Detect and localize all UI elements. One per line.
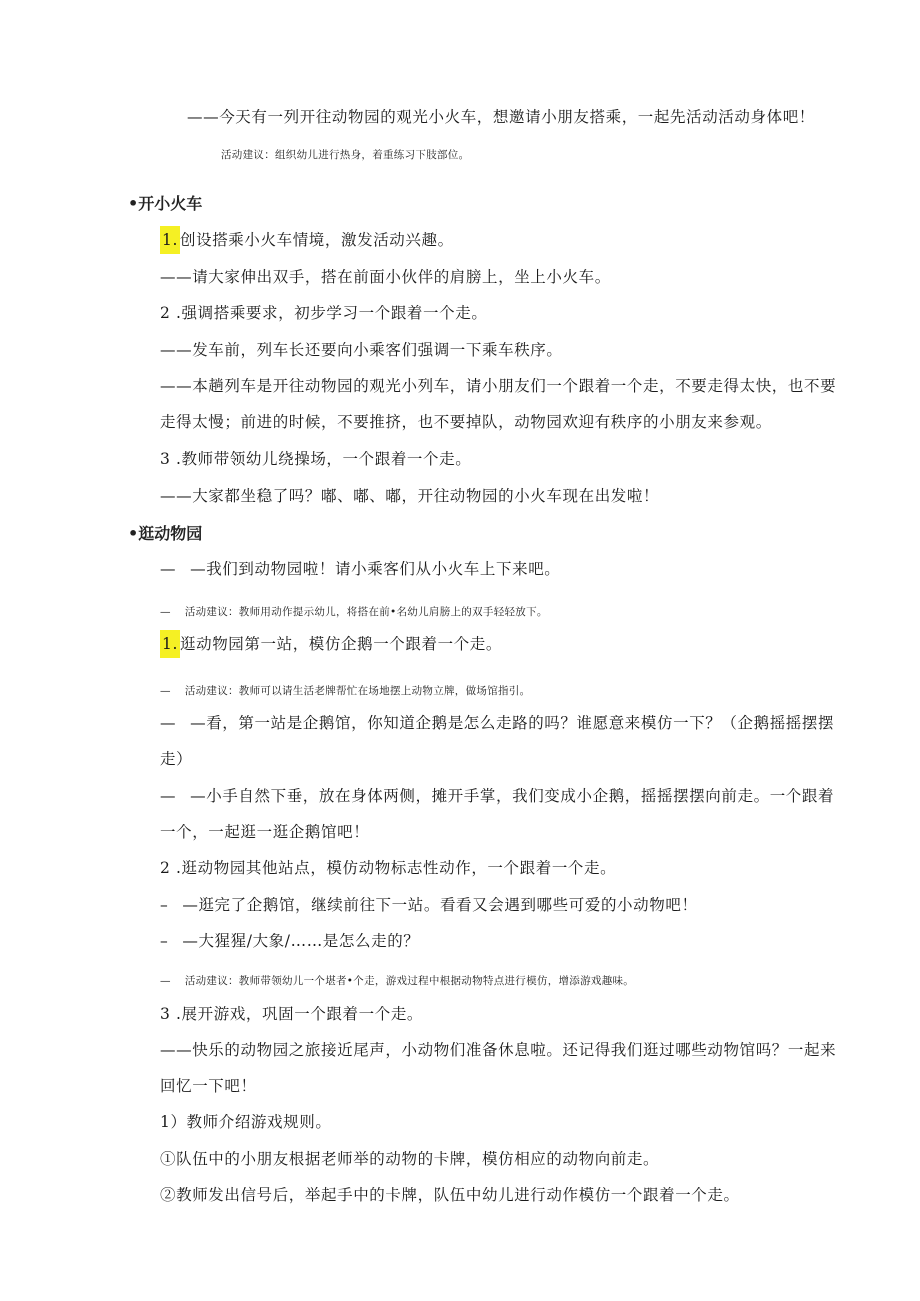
text-line: – —逛完了企鹅馆，继续前往下一站。看看又会遇到哪些可爱的小动物吧！ — [160, 896, 698, 914]
intro-suggestion: 活动建议：组织幼儿进行热身，着重练习下肢部位。 — [221, 149, 470, 161]
suggestion-line: — 活动建议：教师用动作提示幼儿，将搭在前•名幼儿肩膀上的双手轻轻放下。 — [160, 606, 548, 618]
text-line: – —大猩猩/大象/……是怎么走的？ — [160, 932, 420, 950]
step-2-zoo: 2 .逛动物园其他站点，模仿动物标志性动作，一个跟着一个走。 — [160, 859, 617, 877]
step-3-zoo: 3 .展开游戏，巩固一个跟着一个走。 — [160, 1005, 424, 1023]
step-1-zoo — [160, 630, 502, 658]
rules-title: 1）教师介绍游戏规则。 — [160, 1113, 332, 1131]
text-line: — —我们到动物园啦！请小乘客们从小火车上下来吧。 — [160, 560, 561, 578]
section-title-zoo: •逛动物园 — [128, 524, 203, 543]
text-line: — —看，第一站是企鹅馆，你知道企鹅是怎么走路的吗？谁愿意来模仿一下？（企鹅摇摇摆摆 — [160, 714, 835, 732]
suggestion-line: — 活动建议：教师带领幼儿一个堪者•个走，游戏过程中根据动物特点进行模仿，增添游戏趣味。 — [160, 975, 635, 987]
suggestion-line: — 活动建议：教师可以请生活老牌帮忙在场地摆上动物立牌，做场馆指引。 — [160, 685, 531, 697]
rule-2: ②教师发出信号后，举起手中的卡牌，队伍中幼儿进行动作模仿一个跟着一个走。 — [160, 1186, 740, 1204]
text-line: — —小手自然下垂，放在身体两侧，摊开手掌，我们变成小企鹅，摇摇摆摆向前走。一个跟着 — [160, 787, 835, 805]
text-line: ——快乐的动物园之旅接近尾声，小动物们准备休息啦。还记得我们逛过哪些动物馆吗？一起来 — [160, 1041, 837, 1059]
text-line: ——请大家伸出双手，搭在前面小伙伴的肩膀上，坐上小火车。 — [160, 268, 611, 286]
step-3-train: 3 .教师带领幼儿绕操场，一个跟着一个走。 — [160, 450, 472, 468]
step-2-train: 2 .强调搭乘要求，初步学习一个跟着一个走。 — [160, 304, 488, 322]
highlight-number: 1. — [160, 226, 180, 254]
step-text: 逛动物园第一站，模仿企鹅一个跟着一个走。 — [180, 635, 503, 653]
text-line: ——本趟列车是开往动物园的观光小列车，请小朋友们一个跟着一个走，不要走得太快，也不要 — [160, 377, 837, 395]
section-title-train: •开小火车 — [128, 194, 203, 213]
text-line: 走） — [160, 750, 193, 768]
intro-line: ——今天有一列开往动物园的观光小火车，想邀请小朋友搭乘，一起先活动活动身体吧！ — [187, 108, 815, 126]
step-text: 创设搭乘小火车情境，激发活动兴趣。 — [180, 231, 454, 249]
highlight-number: 1. — [160, 630, 180, 658]
text-line: 回忆一下吧！ — [160, 1077, 257, 1095]
step-1-train — [160, 226, 454, 254]
rule-1: ①队伍中的小朋友根据老师举的动物的卡牌，模仿相应的动物向前走。 — [160, 1150, 660, 1168]
text-line: ——大家都坐稳了吗？嘟、嘟、嘟，开往动物园的小火车现在出发啦！ — [160, 487, 660, 505]
text-line: 走得太慢；前进的时候，不要推挤，也不要掉队，动物园欢迎有秩序的小朋友来参观。 — [160, 413, 772, 431]
text-line: ——发车前，列车长还要向小乘客们强调一下乘车秩序。 — [160, 341, 563, 359]
text-line: 一个，一起逛一逛企鹅馆吧！ — [160, 823, 370, 841]
